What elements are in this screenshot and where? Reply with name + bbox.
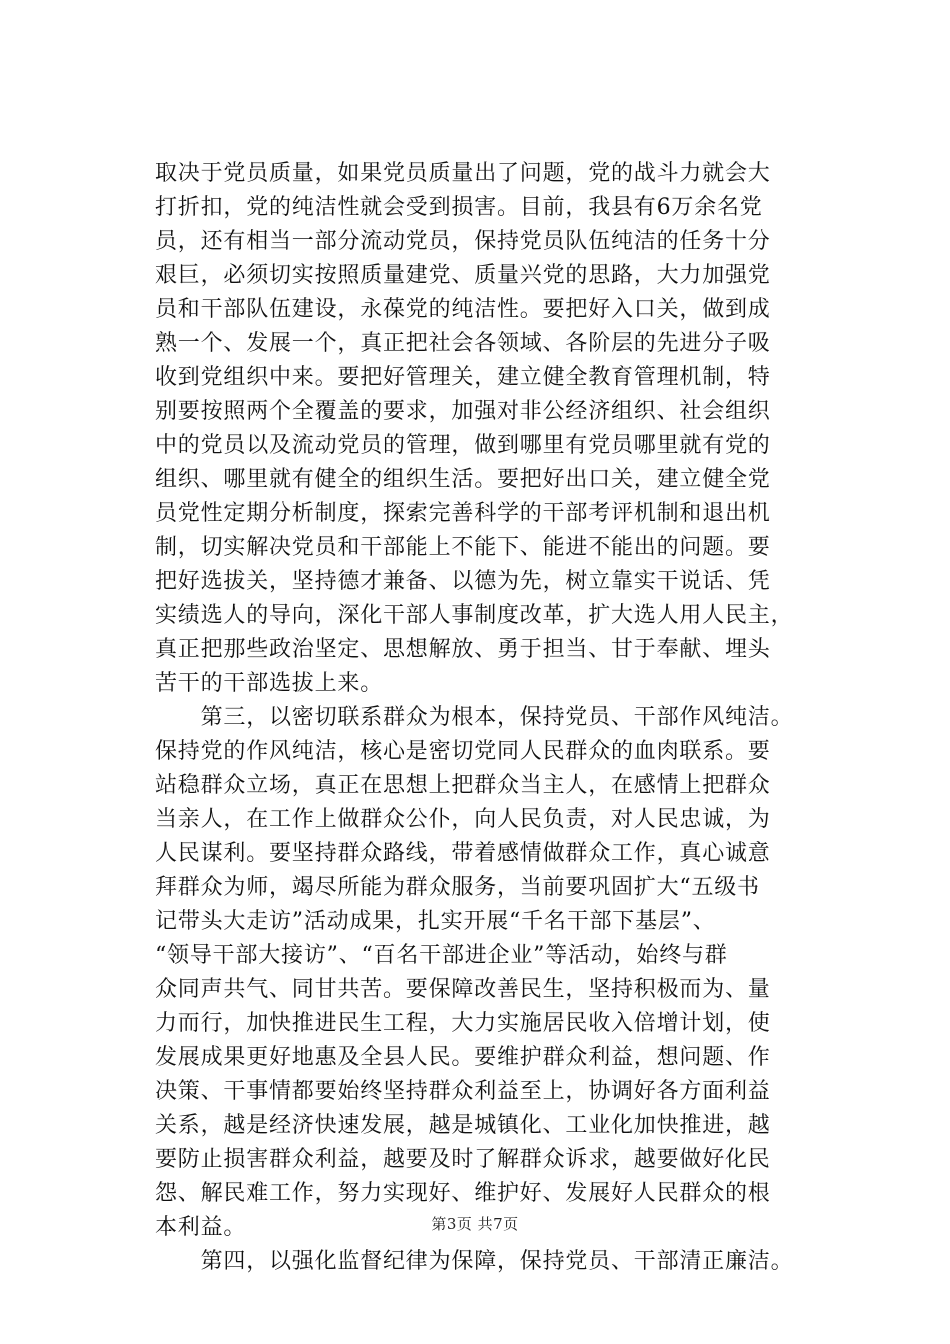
text-line: 力而行，加快推进民生工程，大力实施居民收入倍增计划，使: [155, 1011, 771, 1036]
text-line: 众同声共气、同甘共苦。要保障改善民生，坚持积极而为、量: [155, 977, 771, 1002]
text-line: 把好选拔关，坚持德才兼备、以德为先，树立靠实干说话、凭: [155, 569, 771, 594]
text-line: 拜群众为师，竭尽所能为群众服务，当前要巩固扩大“五级书: [155, 875, 760, 900]
text-line: 中的党员以及流动党员的管理，做到哪里有党员哪里就有党的: [155, 433, 771, 458]
text-line: 员，还有相当一部分流动党员，保持党员队伍纯洁的任务十分: [155, 229, 771, 254]
text-line: 当亲人，在工作上做群众公仆，向人民负责，对人民忠诚，为: [155, 807, 771, 832]
text-line: 人民谋利。要坚持群众路线，带着感情做群众工作，真心诚意: [155, 841, 771, 866]
body-text: [155, 157, 855, 1279]
text-line: 记带头大走访”活动成果，扎实开展“千名干部下基层”、: [155, 909, 716, 934]
text-line: 收到党组织中来。要把好管理关，建立健全教育管理机制，特: [155, 365, 771, 390]
text-line: 组织、哪里就有健全的组织生活。要把好出口关，建立健全党: [155, 467, 771, 492]
page-footer: 第3页 共7页: [431, 1215, 519, 1233]
text-line: 要防止损害群众利益，越要及时了解群众诉求，越要做好化民: [155, 1147, 771, 1172]
text-line: 本利益。: [155, 1215, 247, 1240]
text-line: 保持党的作风纯洁，核心是密切党同人民群众的血肉联系。要: [155, 739, 771, 764]
text-line: 真正把那些政治坚定、思想解放、勇于担当、甘于奉献、埋头: [155, 637, 771, 662]
text-line: 员和干部队伍建设，永葆党的纯洁性。要把好入口关，做到成: [155, 297, 771, 322]
text-line: 怨、解民难工作，努力实现好、维护好、发展好人民群众的根: [155, 1181, 771, 1206]
text-line: 第四，以强化监督纪律为保障，保持党员、干部清正廉洁。: [155, 1249, 794, 1274]
text-line: “领导干部大接访”、“百名干部进企业”等活动，始终与群: [155, 943, 728, 968]
text-line: 取决于党员质量，如果党员质量出了问题，党的战斗力就会大: [155, 161, 771, 186]
text-line: 艰巨，必须切实按照质量建党、质量兴党的思路，大力加强党: [155, 263, 771, 288]
text-line: 第三，以密切联系群众为根本，保持党员、干部作风纯洁。: [155, 705, 794, 730]
text-line: 发展成果更好地惠及全县人民。要维护群众利益，想问题、作: [155, 1045, 771, 1070]
text-line: 制，切实解决党员和干部能上不能下、能进不能出的问题。要: [155, 535, 771, 560]
text-line: 员党性定期分析制度，探索完善科学的干部考评机制和退出机: [155, 501, 771, 526]
text-line: 关系，越是经济快速发展，越是城镇化、工业化加快推进，越: [155, 1113, 771, 1138]
text-line: 实绩选人的导向，深化干部人事制度改革，扩大选人用人民主，: [155, 603, 794, 628]
text-line: 苦干的干部选拔上来。: [155, 671, 384, 696]
text-line: 决策、干事情都要始终坚持群众利益至上，协调好各方面利益: [155, 1079, 771, 1104]
text-line: 熟一个、发展一个，真正把社会各领域、各阶层的先进分子吸: [155, 331, 771, 356]
text-line: 站稳群众立场，真正在思想上把群众当主人，在感情上把群众: [155, 773, 771, 798]
text-line: 打折扣，党的纯洁性就会受到损害。目前，我县有6万余名党: [155, 195, 763, 220]
text-line: 别要按照两个全覆盖的要求，加强对非公经济组织、社会组织: [155, 399, 771, 424]
